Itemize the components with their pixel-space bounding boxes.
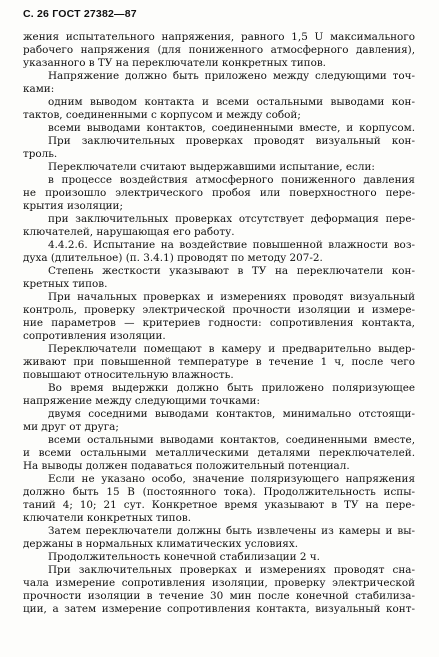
text-line: Во время выдержки должно быть приложено поляризующее [48, 382, 415, 394]
text-line: и всеми остальными металлическими деталями переключателей. [23, 447, 415, 459]
text-line: контроль, проверку электрической прочности изоляции и измере- [23, 304, 415, 316]
text-line: должно быть 15 В (постоянного тока). Продолжительность испы- [23, 486, 415, 498]
text-line: тактов, соединенными с корпусом и между собой; [23, 109, 301, 121]
text-line: духа (длительное) (п. 3.4.1) проводят по методу 207-2. [23, 252, 323, 264]
text-line: Продолжительность конечной стабилизации 2 ч. [48, 551, 320, 563]
text-line: не произошло электрического пробоя или поверхностного пере- [23, 187, 415, 199]
text-line: сопротивления изоляции. [23, 330, 166, 342]
text-line: держаны в нормальных климатических условиях. [23, 538, 299, 550]
text-line: Если не указано особо, значение поляризующего напряжения [48, 473, 415, 485]
text-line: троль. [23, 148, 58, 160]
text-line: Переключатели помещают в камеру и предварительно выдер- [48, 343, 415, 355]
text-line: Степень жесткости указывают в ТУ на переключатели кон- [48, 265, 415, 277]
text-line: 4.4.2.6. Испытание на воздействие повышенной влажности воз- [48, 239, 415, 251]
text-line: жения испытательного напряжения, равного 1,5 U максимального [23, 31, 415, 43]
text-line: чала измерение сопротивления изоляции, проверку электрической [23, 577, 415, 589]
text-line: Затем переключатели должны быть извлечены из камеры и вы- [48, 525, 415, 537]
text-line: одним выводом контакта и всеми остальными выводами кон- [48, 96, 415, 108]
text-line: кретных типов. [23, 278, 108, 290]
text-line: Напряжение должно быть приложено между следующими точ- [48, 70, 415, 82]
text-line: ключатели конкретных типов. [23, 512, 192, 524]
text-line: При заключительных проверках проводят визуальный кон- [48, 135, 415, 147]
text-line: крытия изоляции; [23, 200, 123, 212]
text-line: ками: [23, 83, 55, 95]
text-line: повышают относительную влажность. [23, 369, 234, 381]
text-line: Переключатели считают выдержавшими испытание, если: [48, 161, 375, 173]
text-line: таний 4; 10; 21 сут. Конкретное время указывают в ТУ на пере- [23, 499, 415, 511]
document-body [23, 31, 415, 616]
text-line: напряжение между следующими точками: [23, 395, 260, 407]
text-line: при заключительных проверках отсутствует деформация пере- [48, 213, 415, 225]
text-line: рабочего напряжения (для пониженного атмосферного давления), [23, 44, 415, 56]
text-line: всеми остальными выводами контактов, соединенными вместе, [48, 434, 415, 446]
text-line: На выводы должен подаваться положительный потенциал. [23, 460, 350, 472]
text-line: ключателей, нарушающая его работу. [23, 226, 235, 238]
text-line: При заключительных проверках и измерениях проводят сна- [48, 564, 415, 576]
text-line: в процессе воздействия атмосферного пониженного давления [48, 174, 415, 186]
text-line: живают при повышенной температуре в течение 1 ч, после чего [23, 356, 415, 368]
text-line: всеми выводами контактов, соединенными вместе, и корпусом. [48, 122, 415, 134]
text-line: ми друг от друга; [23, 421, 119, 433]
text-line: указанного в ТУ на переключатели конкретных типов. [23, 57, 326, 69]
text-line: При начальных проверках и измерениях проводят визуальный [48, 291, 415, 303]
text-line: ции, а затем измерение сопротивления контакта, визуальный конт- [23, 603, 415, 615]
text-line: прочности изоляции в течение 30 мин после конечной стабилиза- [23, 590, 415, 602]
text-line: ние параметров — критериев годности: сопротивления контакта, [23, 317, 415, 329]
text-line: двумя соседними выводами контактов, минимально отстоящи- [48, 408, 415, 420]
page-header: С. 26 ГОСТ 27382—87 [23, 8, 137, 20]
